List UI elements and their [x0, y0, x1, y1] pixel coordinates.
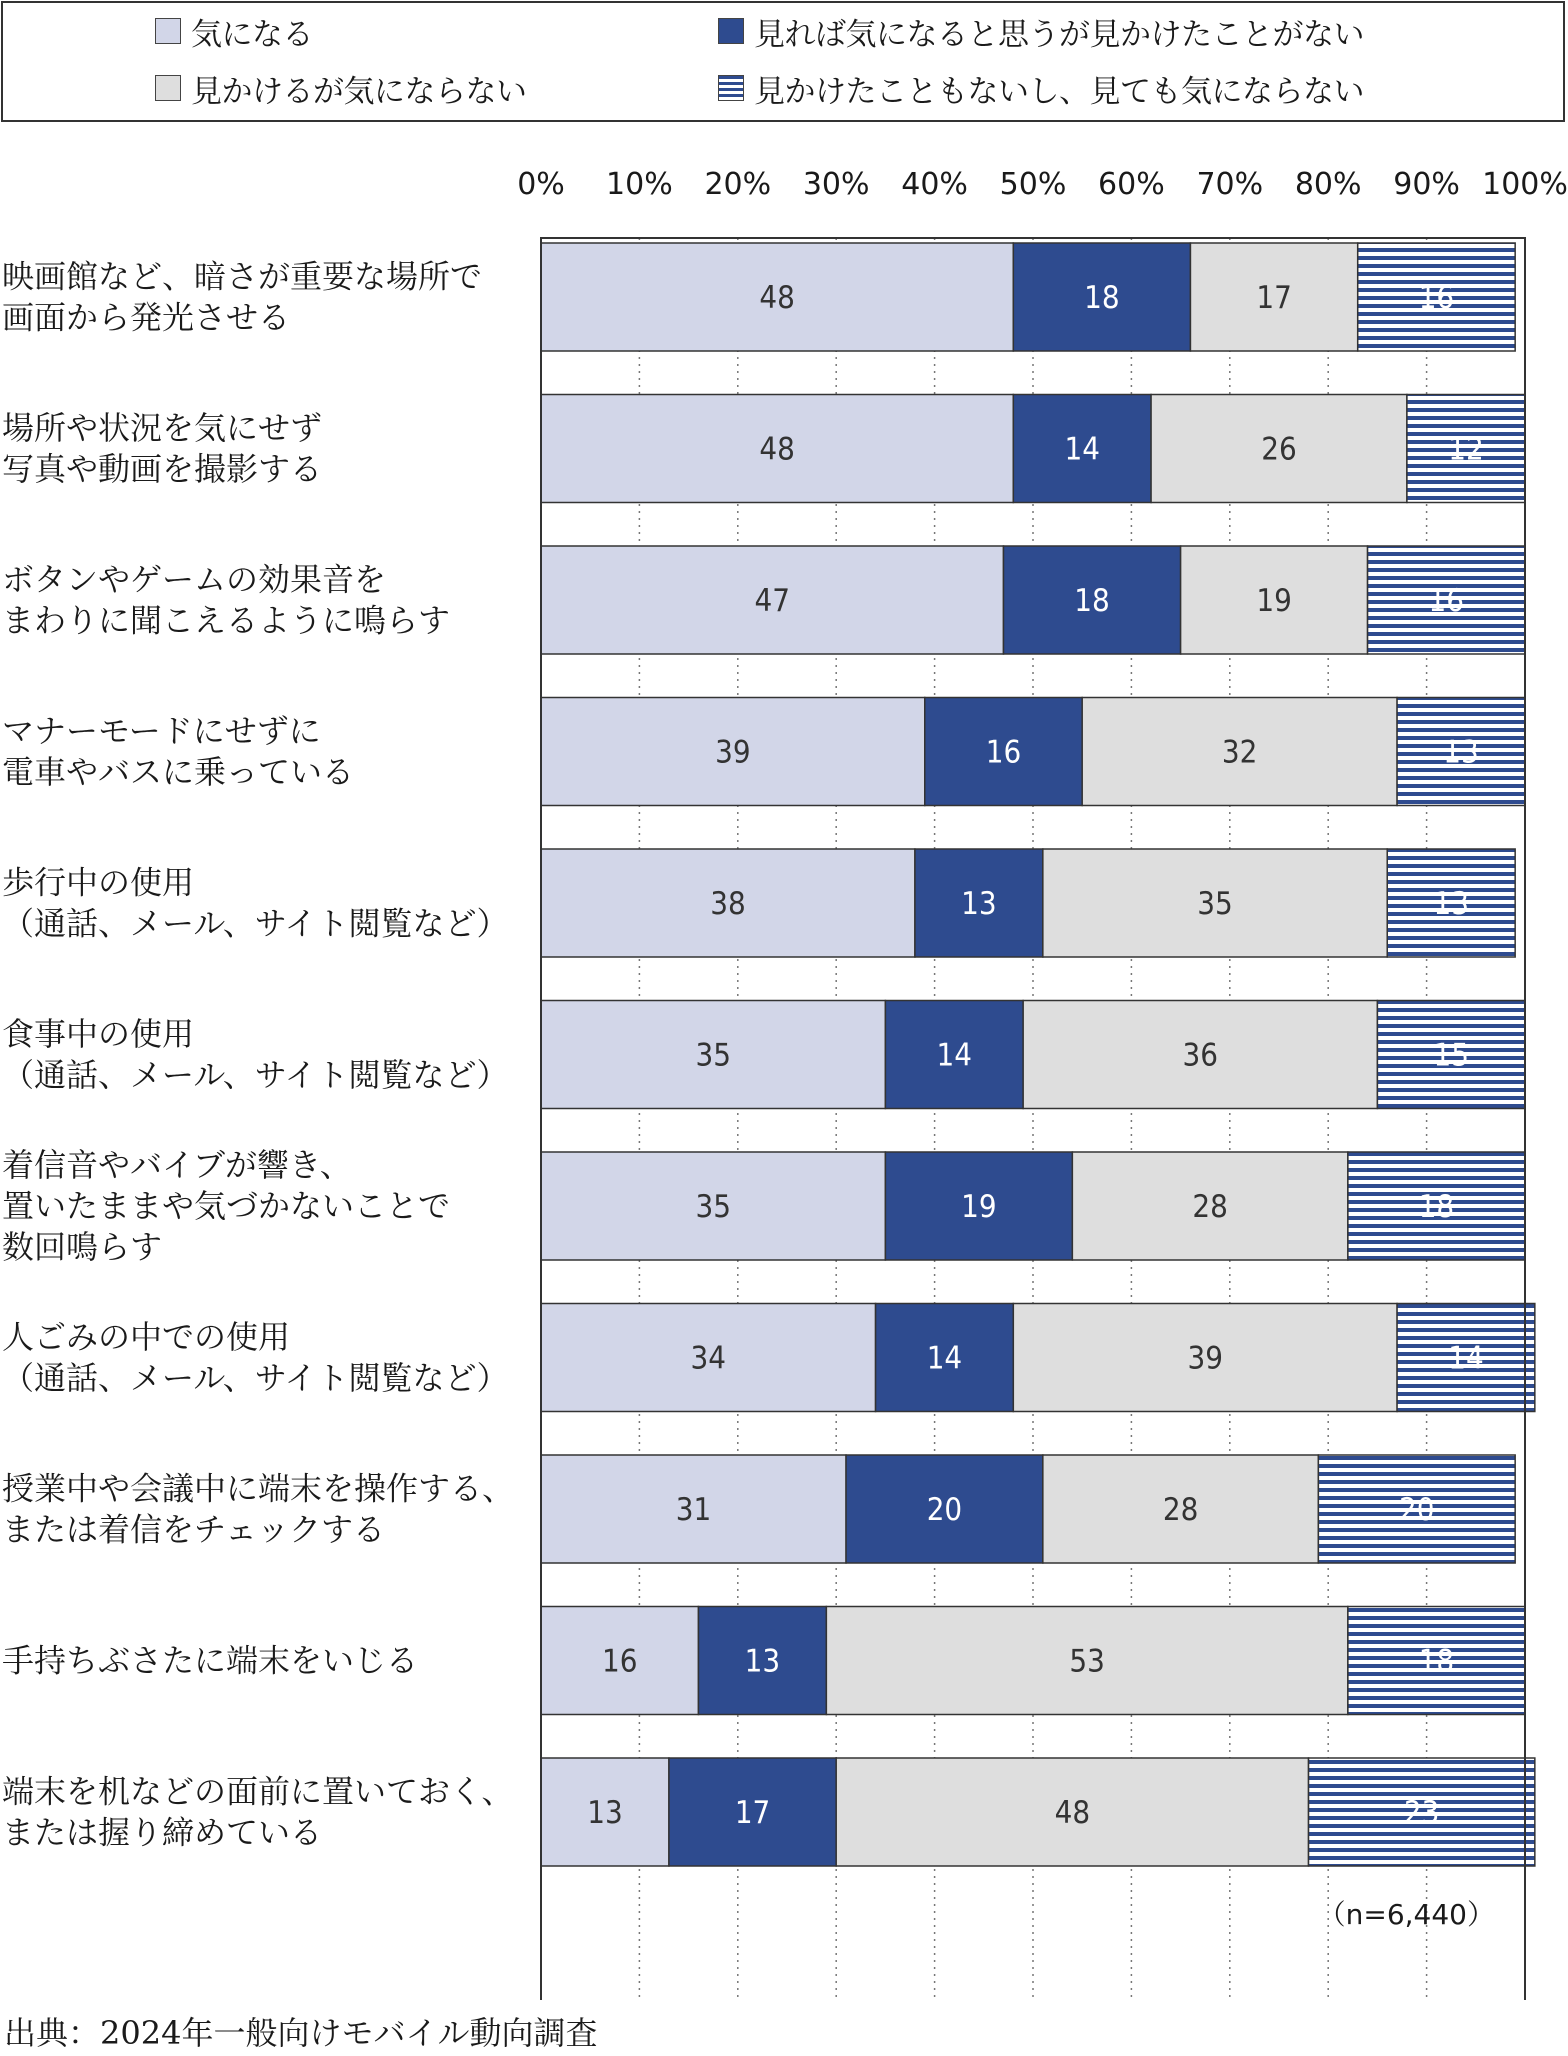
bar-value-label: 14: [936, 1037, 973, 1074]
bar-value-label: 23: [1403, 1795, 1440, 1831]
category-label-line: 人ごみの中での使用: [2, 1318, 291, 1356]
bar-value-label: 16: [601, 1643, 638, 1680]
legend-label: 気になる: [191, 16, 313, 53]
bar-value-label: 36: [1182, 1037, 1219, 1074]
category-label-line: 写真や動画を撮影する: [2, 450, 323, 488]
bar-value-label: 14: [926, 1340, 963, 1377]
bar-value-label: 39: [1187, 1340, 1223, 1377]
bar-value-label: 18: [1074, 583, 1110, 619]
bar-value-label: 16: [1418, 280, 1455, 316]
bar-value-label: 14: [1448, 1340, 1484, 1377]
category-label-line: 食事中の使用: [2, 1015, 195, 1053]
category-label-line: 着信音やバイブが響き、: [2, 1146, 352, 1184]
bar-value-label: 47: [754, 583, 790, 619]
bar-value-label: 38: [710, 886, 746, 922]
bar-value-label: 31: [675, 1492, 712, 1528]
bar-value-label: 19: [961, 1189, 997, 1225]
category-label: [2, 1470, 514, 1549]
category-label: [2, 1318, 509, 1397]
x-tick-label: 30%: [802, 167, 870, 202]
category-label-line: 授業中や会議中に端末を操作する、: [2, 1469, 515, 1508]
x-tick-label: 10%: [606, 167, 673, 202]
bar-value-label: 12: [1448, 431, 1484, 468]
bar-value-label: 13: [1443, 734, 1479, 771]
bar-value-label: 48: [1054, 1795, 1091, 1831]
category-label: [2, 1642, 418, 1680]
bar-value-label: 39: [715, 734, 751, 771]
category-label: [2, 1146, 450, 1266]
category-label-line: または着信をチェックする: [2, 1510, 386, 1549]
bar-value-label: 13: [587, 1795, 623, 1831]
category-label-line: または握り締めている: [2, 1813, 323, 1852]
x-axis-ticks: [517, 167, 1568, 202]
category-label: [2, 1773, 513, 1852]
bars: [541, 243, 1535, 1866]
bar-value-label: 16: [985, 734, 1022, 771]
category-label: [2, 712, 354, 791]
category-label-line: 歩行中の使用: [2, 863, 195, 902]
category-label-line: 映画館など、暗さが重要な場所で: [2, 257, 483, 296]
bar-value-label: 32: [1221, 734, 1258, 771]
legend-label: 見かけたこともないし、見ても気にならない: [754, 73, 1364, 110]
category-label-line: 置いたままや気づかないことで: [2, 1187, 451, 1225]
category-label-line: 数回鳴らす: [2, 1228, 163, 1266]
bar-value-label: 48: [759, 431, 795, 468]
x-tick-label: 40%: [901, 167, 968, 202]
bar-value-label: 35: [695, 1189, 731, 1225]
bar-value-label: 18: [1084, 280, 1120, 316]
x-tick-label: 100%: [1482, 167, 1568, 202]
bar-value-label: 16: [1428, 583, 1465, 619]
legend-label: 見かけるが気にならない: [191, 73, 527, 110]
category-label-line: 電車やバスに乗っている: [2, 753, 355, 791]
bar-value-label: 34: [690, 1340, 727, 1377]
category-label: [2, 1015, 509, 1094]
x-tick-label: 60%: [1098, 167, 1165, 202]
category-label-line: （通話、メール、サイト閲覧など）: [2, 1359, 509, 1397]
x-tick-label: 70%: [1196, 167, 1264, 202]
bar-value-label: 15: [1433, 1037, 1469, 1074]
bar-value-label: 17: [734, 1795, 771, 1831]
bar-value-label: 28: [1162, 1492, 1199, 1528]
category-label-line: 手持ちぶさたに端末をいじる: [2, 1641, 419, 1680]
category-label-line: ボタンやゲームの効果音を: [2, 560, 387, 599]
bar-value-label: 18: [1418, 1189, 1455, 1225]
source-note: 出典：2024年一般向けモバイル動向調査: [4, 2014, 598, 2052]
category-label-line: （通話、メール、サイト閲覧など）: [2, 904, 509, 943]
bar-value-label: 17: [1256, 280, 1292, 316]
bar-value-label: 13: [744, 1643, 781, 1680]
bar-value-label: 26: [1261, 431, 1297, 468]
x-tick-label: 50%: [999, 167, 1067, 202]
bar-value-label: 35: [695, 1037, 731, 1074]
bar-value-label: 18: [1418, 1643, 1455, 1680]
bar-value-label: 35: [1197, 886, 1233, 922]
bar-value-label: 14: [1064, 431, 1100, 468]
category-label-line: 画面から発光させる: [2, 298, 291, 337]
category-label: [2, 864, 509, 943]
x-tick-label: 80%: [1294, 167, 1362, 202]
category-label: [2, 409, 322, 488]
category-label-line: （通話、メール、サイト閲覧など）: [2, 1056, 509, 1094]
x-tick-label: 20%: [704, 167, 772, 202]
category-label-line: 端末を机などの面前に置いておく、: [2, 1772, 514, 1811]
bar-value-label: 20: [1399, 1492, 1435, 1528]
bar-value-label: 13: [1433, 886, 1469, 922]
category-label-line: マナーモードにせずに: [2, 712, 321, 750]
x-tick-label: 90%: [1393, 167, 1460, 202]
bar-value-label: 53: [1069, 1643, 1105, 1680]
category-label-line: まわりに聞こえるように鳴らす: [2, 601, 451, 640]
legend-label: 見れば気になると思うが見かけたことがない: [754, 16, 1364, 53]
x-tick-label: 0%: [517, 167, 565, 202]
category-label-line: 場所や状況を気にせず: [2, 409, 323, 447]
bar-value-label: 20: [926, 1492, 963, 1528]
category-labels: [2, 258, 514, 1852]
bar-value-label: 19: [1256, 583, 1292, 619]
category-label: [2, 258, 482, 337]
category-label: [2, 561, 450, 640]
bar-value-label: 13: [961, 886, 997, 922]
bar-value-label: 48: [759, 280, 795, 316]
sample-size-annotation: （n=6,440）: [1317, 1898, 1495, 1931]
bar-value-label: 28: [1192, 1189, 1228, 1225]
